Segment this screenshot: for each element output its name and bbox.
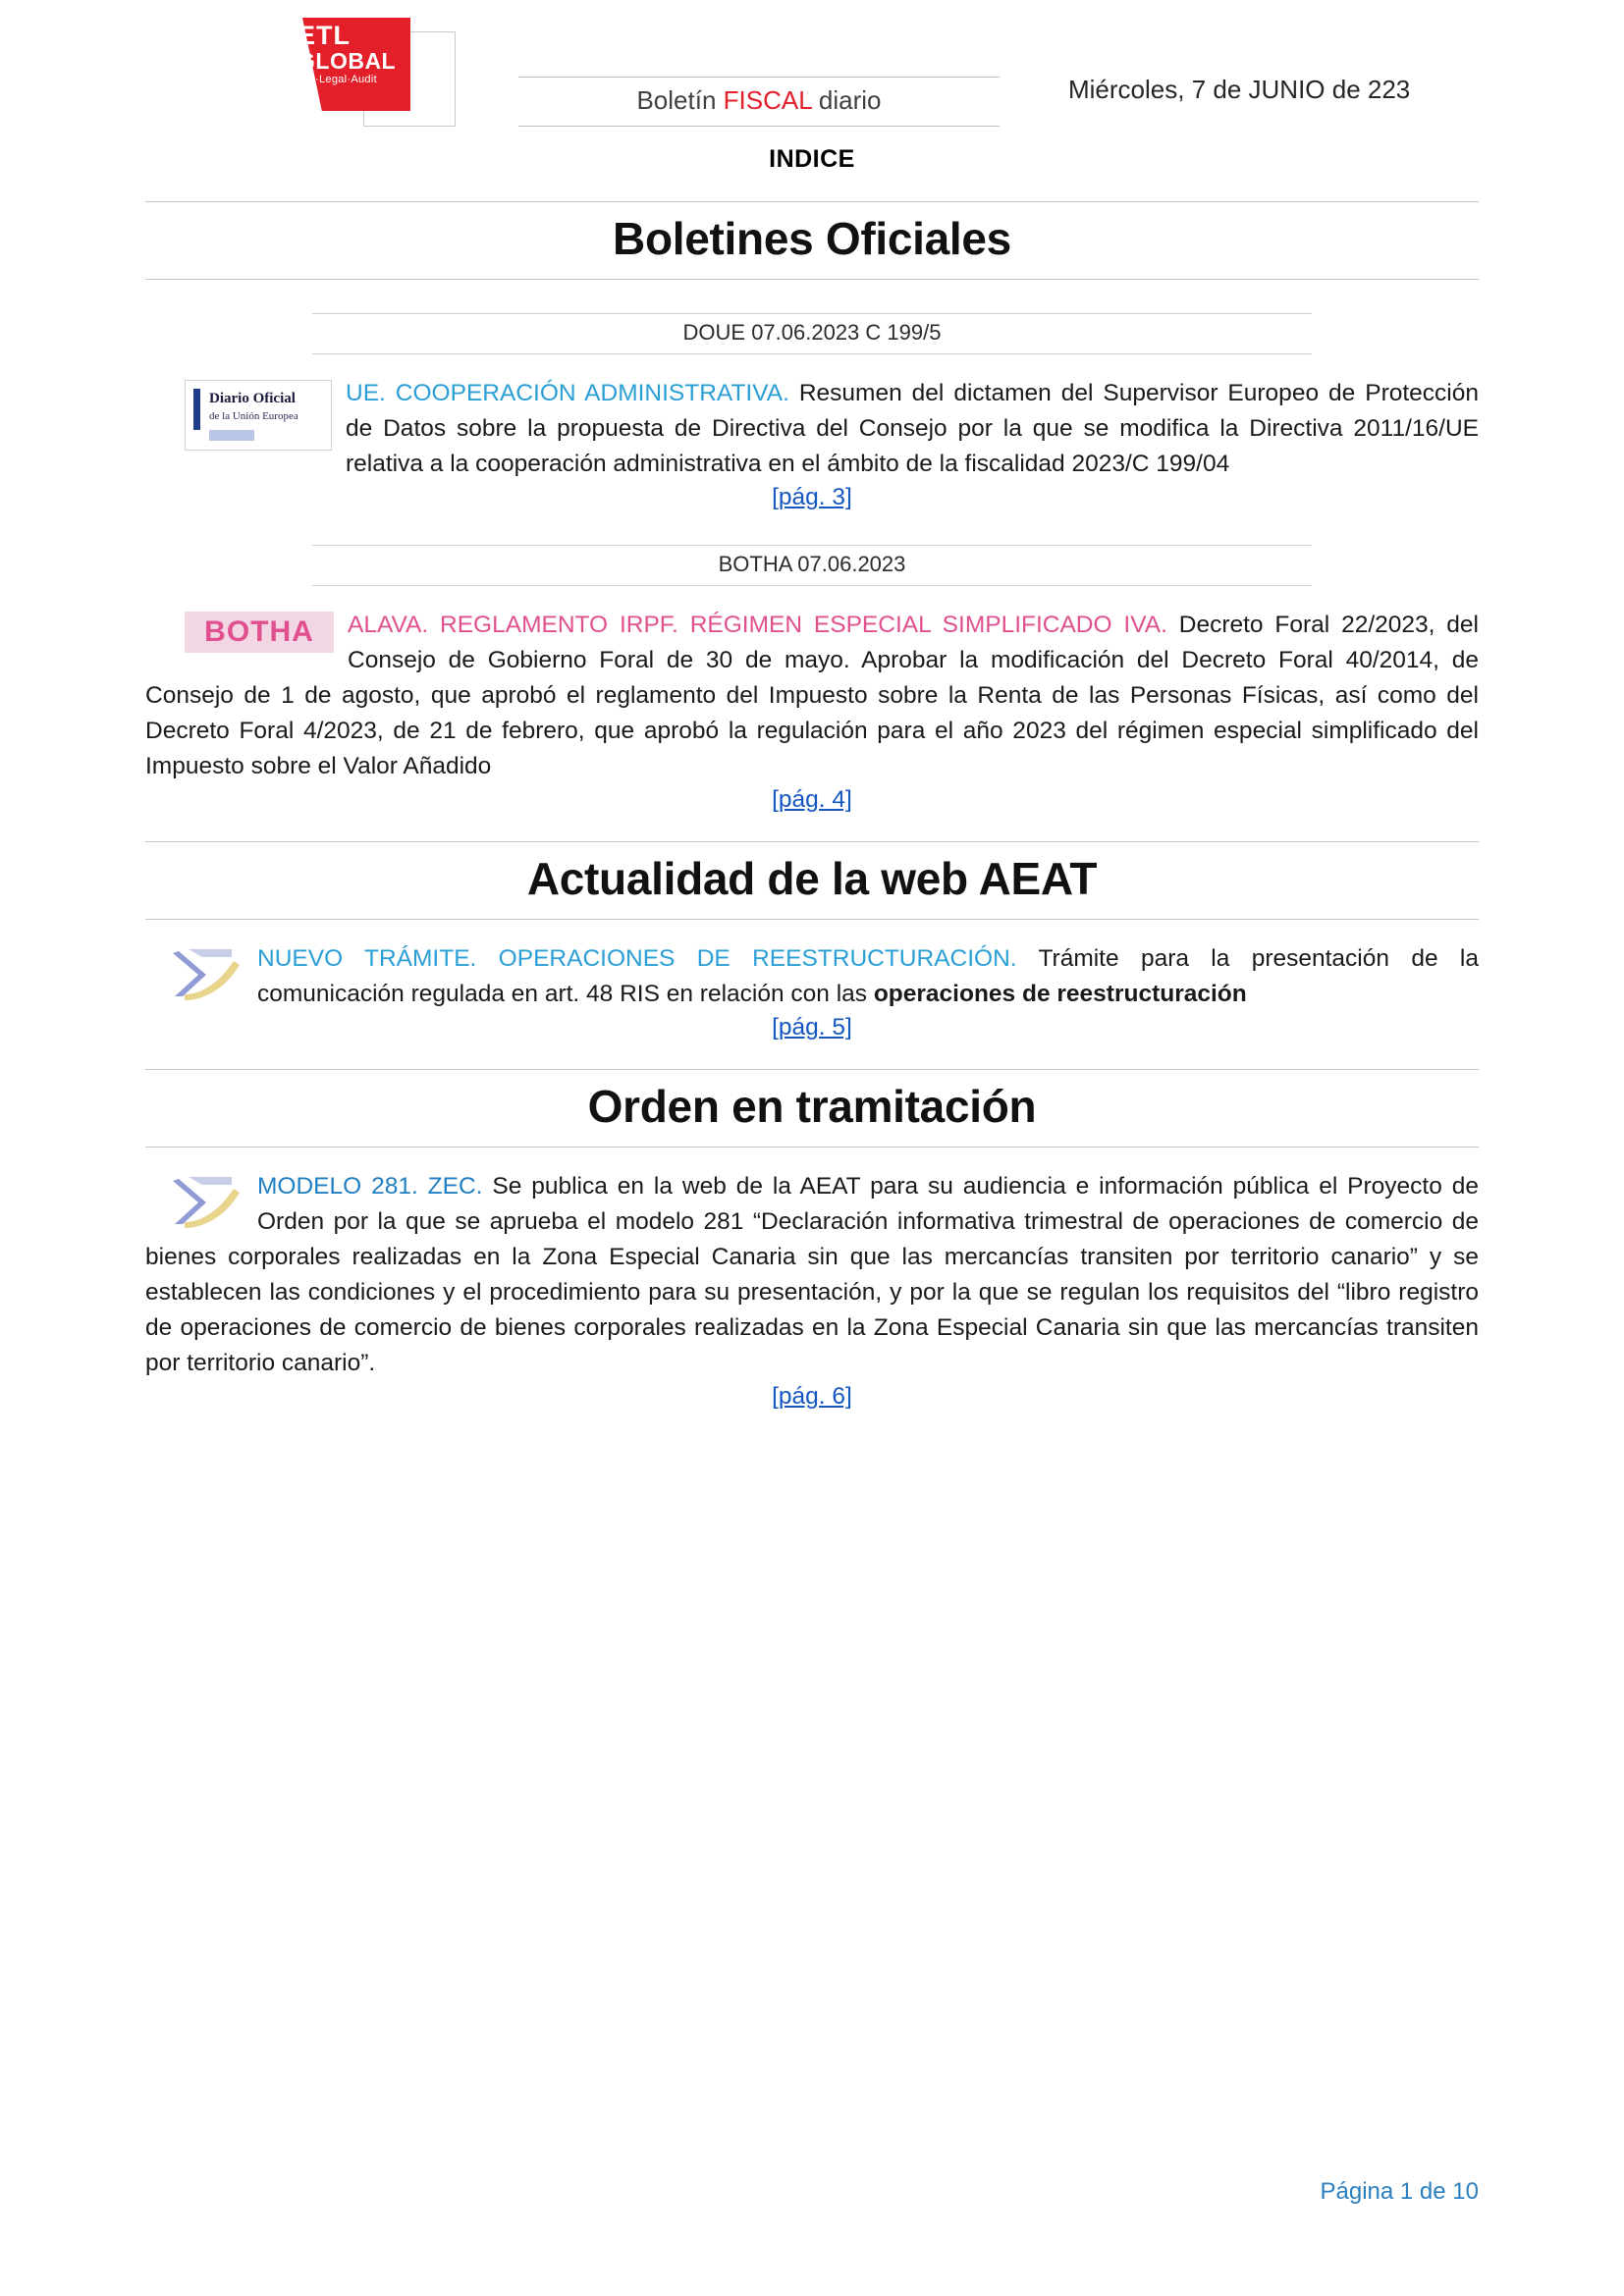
entry-modelo-281-page-line [145, 1383, 1479, 1411]
entry-botha [145, 608, 1479, 814]
aeat-logo [173, 1173, 244, 1230]
bulletin-title-prefix: Boletín [636, 85, 724, 115]
doue-title-line2: de la Unión Europea [209, 410, 298, 422]
aeat-logo [173, 945, 244, 1002]
logo-text [298, 22, 425, 86]
entry-modelo-281 [145, 1169, 1479, 1411]
entry-nuevo-tramite [145, 941, 1479, 1041]
entry-botha-body: Decreto Foral 22/2023, del Consejo de Gobierno Foral de 30 de mayo. Aprobar la modificación del Decreto Foral 40/2014, de Consejo de 1 de agosto, que aprobó el reglamento del Impuesto sobre la Renta de las Personas Físicas, así como del Decreto Foral 4/2023, de 21 de febrero, que aprobó la regulación para el año 2023 del régimen especial simplificado del Impuesto sobre el Valor Añadido [145, 612, 1479, 779]
bulletin-title-highlight: FISCAL [723, 85, 812, 115]
doue-blue-bar [193, 389, 200, 430]
section-title-actualidad-aeat: Actualidad de la web AEAT [145, 841, 1479, 920]
index-label: INDICE [769, 145, 855, 173]
entry-botha-text [145, 608, 1479, 784]
entry-nuevo-tramite-page-link[interactable]: [pág. 5] [772, 1014, 852, 1041]
entry-botha-headline: ALAVA. REGLAMENTO IRPF. RÉGIMEN ESPECIAL SIMPLIFICADO IVA. [348, 612, 1167, 638]
entry-doue-headline: UE. COOPERACIÓN ADMINISTRATIVA. [346, 380, 789, 406]
doue-title-line1: Diario Oficial [209, 391, 296, 406]
bulletin-title-suffix: diario [811, 85, 882, 115]
entry-modelo-281-text [145, 1169, 1479, 1381]
doue-flag-shape [209, 430, 254, 441]
entry-doue-page-link[interactable]: [pág. 3] [772, 484, 852, 510]
section-title-boletines-oficiales: Boletines Oficiales [145, 201, 1479, 280]
entry-modelo-281-headline: MODELO 281. ZEC. [257, 1173, 483, 1200]
entry-botha-page-link[interactable]: [pág. 4] [772, 786, 852, 813]
entry-botha-page-line [145, 786, 1479, 814]
botha-logo: BOTHA [185, 612, 334, 653]
bulletin-date: Miércoles, 7 de JUNIO de 223 [1068, 75, 1411, 104]
entry-doue-page-line [145, 484, 1479, 511]
entry-nuevo-tramite-headline: NUEVO TRÁMITE. OPERACIONES DE REESTRUCTURACIÓN. [257, 945, 1017, 972]
page-header [145, 0, 1479, 157]
source-bar-doue: DOUE 07.06.2023 C 199/5 [312, 313, 1312, 354]
source-bar-botha: BOTHA 07.06.2023 [312, 545, 1312, 586]
entry-nuevo-tramite-page-line [145, 1014, 1479, 1041]
etl-global-logo [145, 10, 410, 128]
page-footer [1321, 2178, 1479, 2206]
logo-etl-text: ETL [298, 21, 351, 50]
diario-oficial-union-europea-logo [185, 380, 332, 451]
entry-modelo-281-page-link[interactable]: [pág. 6] [772, 1383, 852, 1410]
entry-doue-text [145, 376, 1479, 482]
entry-doue [145, 376, 1479, 511]
page-number-label: Página 1 de 10 [1320, 2178, 1479, 2205]
entry-nuevo-tramite-text [145, 941, 1479, 1012]
entry-nuevo-tramite-body-bold: operaciones de reestructuración [873, 981, 1247, 1007]
entry-modelo-281-body: Se publica en la web de la AEAT para su audiencia e información pública el Proyecto de Orden por la que se aprueba el modelo 281 “Declaración informativa trimestral de operaciones de comercio de bienes corporales realizadas en la Zona Especial Canaria sin que las mercancías transiten por territorio canario” y se establecen las condiciones y el procedimiento para su presentación, y por la que se regulan los requisitos del “libro registro de operaciones de comercio de bienes corporales realizadas en la Zona Especial Canaria sin que las mercancías transiten por territorio canario”. [145, 1173, 1479, 1376]
entry-doue-body: Resumen del dictamen del Supervisor Europeo de Protección de Datos sobre la propuesta de Directiva del Consejo por la que se modifica la Directiva 2011/16/UE relativa a la cooperación administrativa en el ámbito de la fiscalidad 2023/C 199/04 [346, 380, 1479, 477]
section-title-orden-en-tramitacion: Orden en tramitación [145, 1069, 1479, 1148]
bulletin-title [518, 77, 1000, 127]
logo-tagline: Tax·Legal·Audit [298, 74, 377, 86]
logo-global-text: GLOBAL [298, 48, 397, 75]
entry-nuevo-tramite-body: Trámite para la presentación de la comunicación regulada en art. 48 RIS en relación con las [257, 945, 1479, 1007]
